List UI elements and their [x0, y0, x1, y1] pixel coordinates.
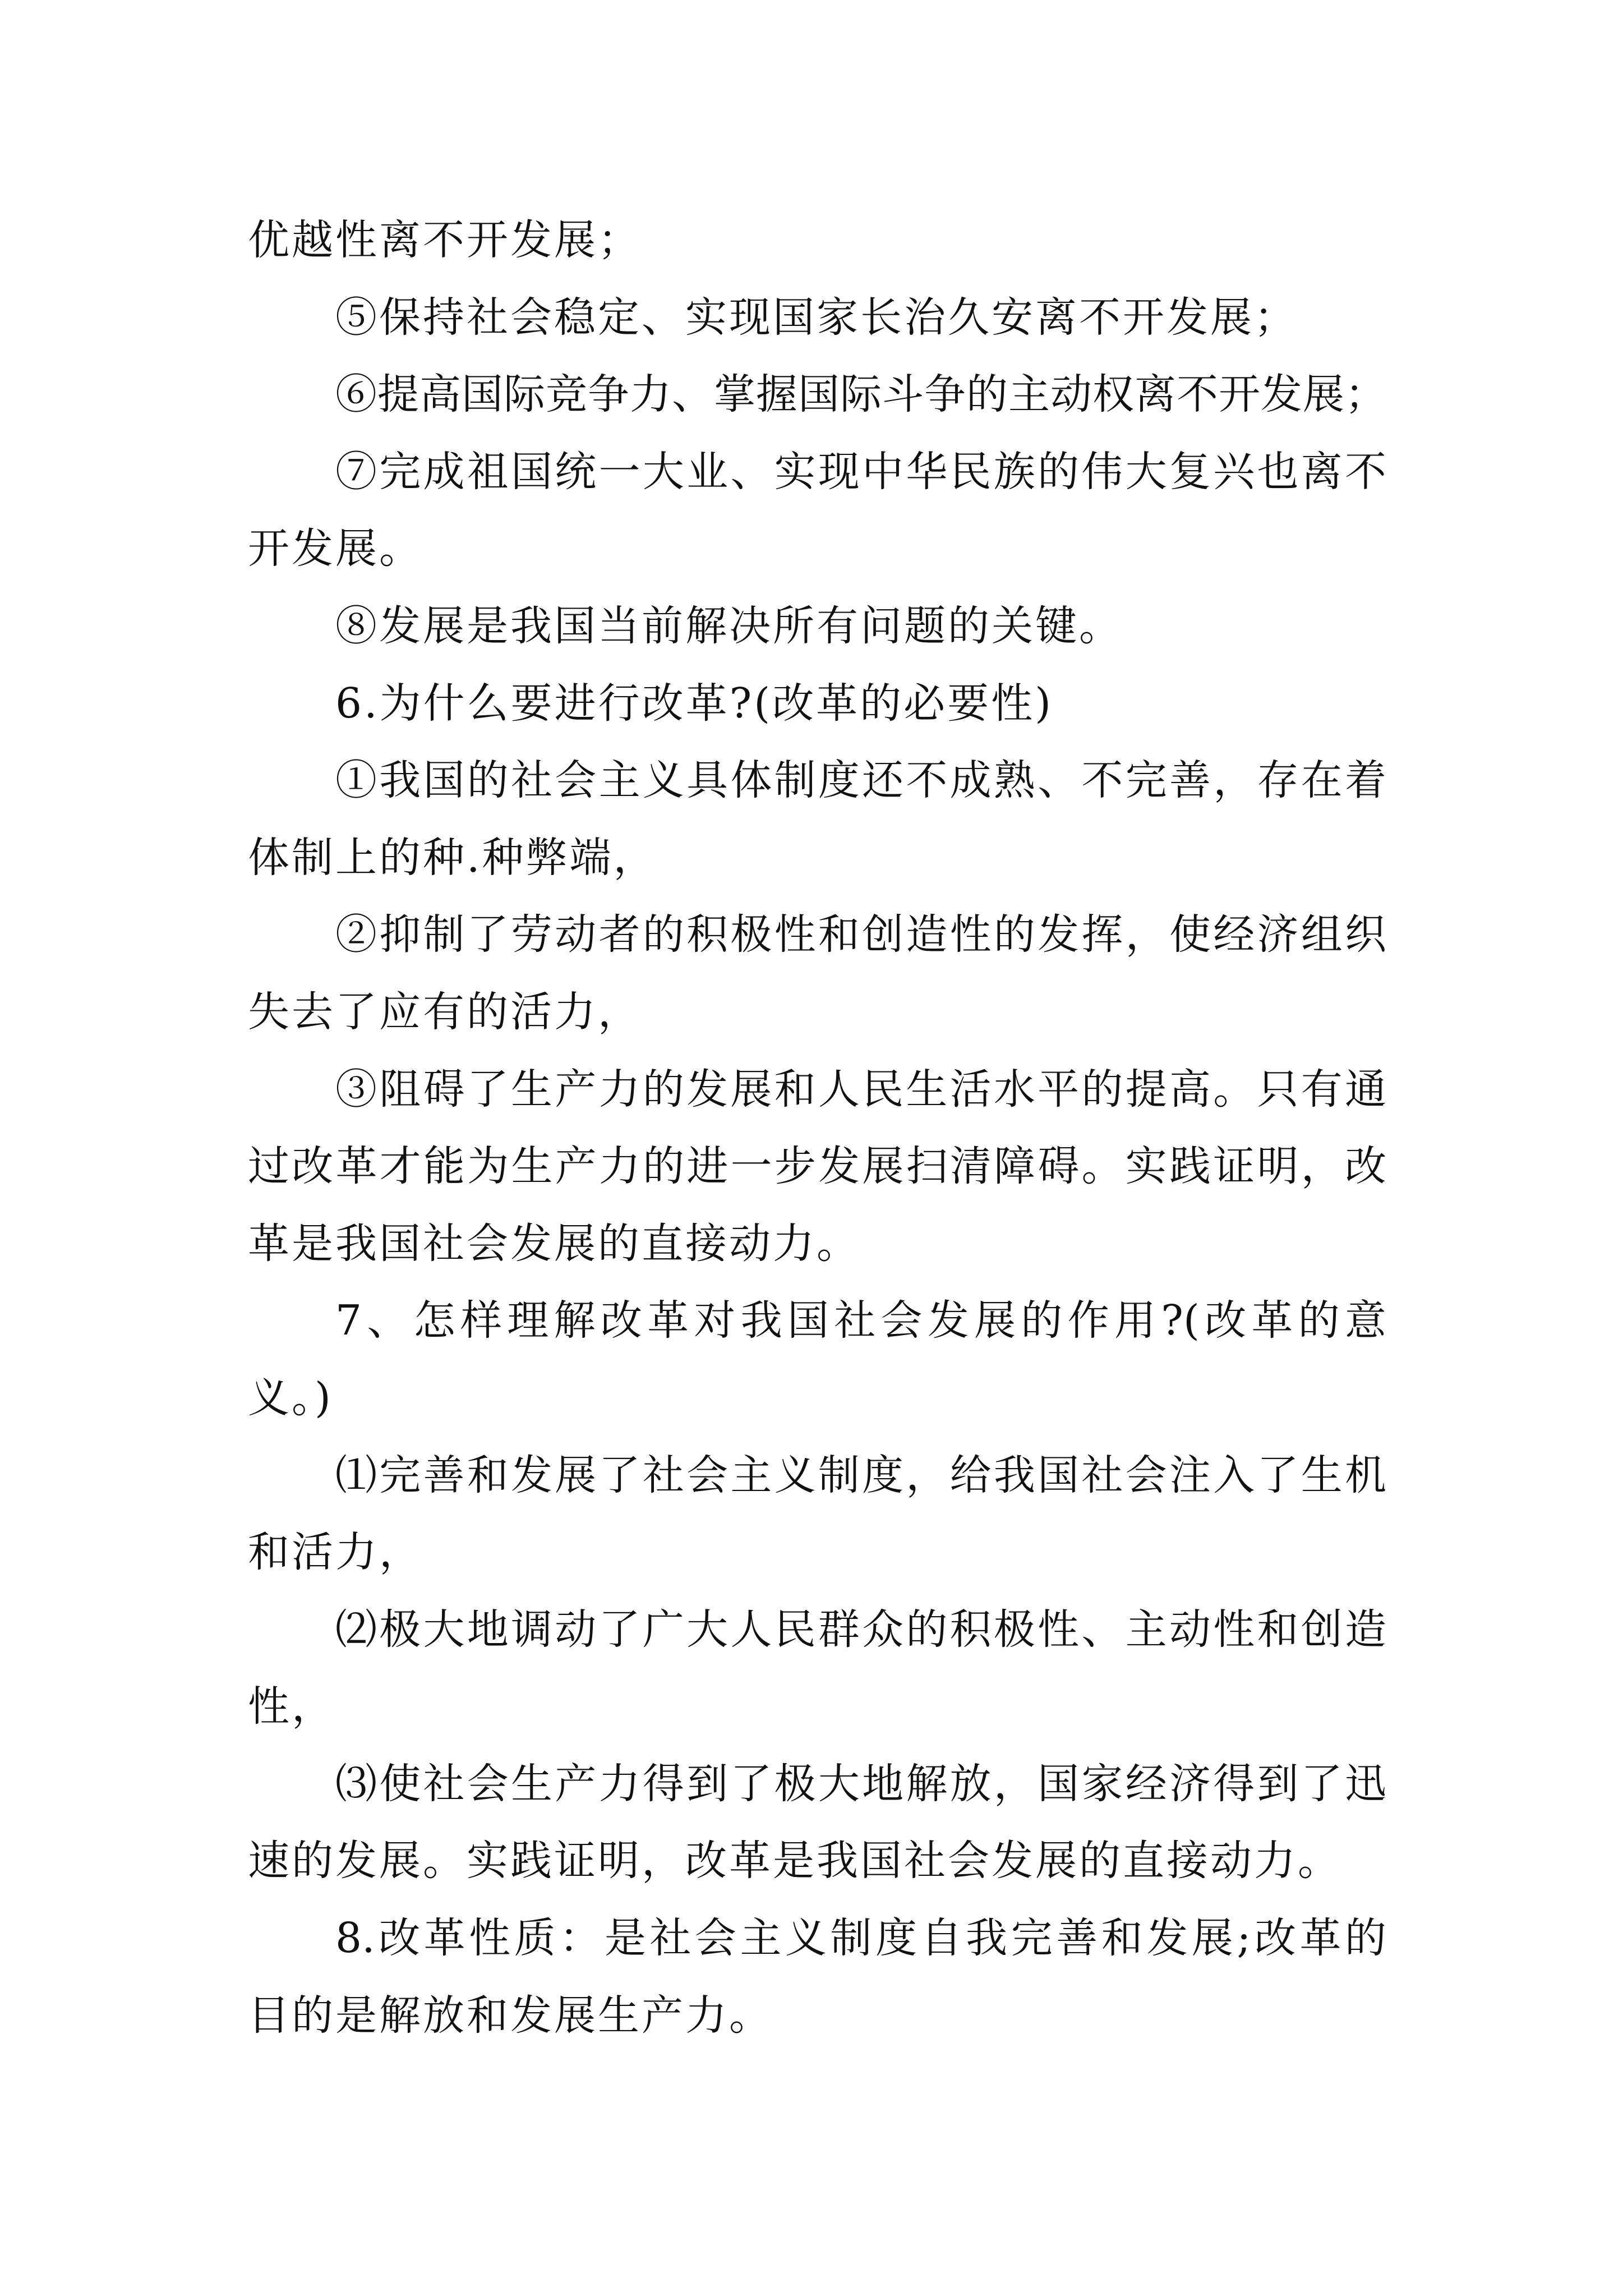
- question-6-heading: [248, 665, 1386, 743]
- point-5: [248, 279, 1386, 357]
- reform-reason-2: [248, 896, 1386, 1051]
- text-line: ⑶使社会生产力得到了极大地解放，国家经济得到了迅: [335, 1759, 1386, 1808]
- text-line: ⑥提高国际竞争力、掌握国际斗争的主动权离不开发展；: [335, 370, 1386, 419]
- text-line: ⑵极大地调动了广大人民群众的积极性、主动性和创造: [335, 1605, 1386, 1654]
- text-line: 义。): [248, 1373, 333, 1422]
- text-line: ②抑制了劳动者的积极性和创造性的发挥，使经济组织: [335, 910, 1386, 959]
- point-6: [248, 356, 1386, 434]
- text-line: 开发展。: [248, 524, 423, 573]
- reform-effect-1: [248, 1437, 1386, 1591]
- text-line: 过改革才能为生产力的进一步发展扫清障碍。实践证明，改: [248, 1142, 1386, 1191]
- text-line: 体制上的种.种弊端，: [248, 833, 657, 882]
- text-line: ①我国的社会主义具体制度还不成熟、不完善，存在着: [335, 756, 1386, 805]
- text-line: 目的是解放和发展生产力。: [248, 1991, 773, 2040]
- reform-effect-3: [248, 1746, 1386, 1900]
- point-7: [248, 434, 1386, 588]
- reform-reason-3: [248, 1051, 1386, 1283]
- point-8: [248, 588, 1386, 665]
- text-line: ⑤保持社会稳定、实现国家长治久安离不开发展；: [335, 293, 1298, 342]
- text-line: 8.改革性质：是社会主义制度自我完善和发展;改革的: [335, 1914, 1386, 1963]
- text-line: 6.为什么要进行改革?(改革的必要性): [335, 679, 1054, 728]
- reform-reason-1: [248, 742, 1386, 896]
- text-line: 失去了应有的活力，: [248, 987, 642, 1036]
- text-line: 优越性离不开发展；: [248, 216, 642, 264]
- item-8-reform-nature: [248, 1900, 1386, 2054]
- continued-text: [248, 202, 1386, 279]
- text-line: ⑦完成祖国统一大业、实现中华民族的伟大复兴也离不: [335, 447, 1386, 496]
- text-line: ⑧发展是我国当前解决所有问题的关键。: [335, 601, 1123, 650]
- text-line: 性，: [248, 1682, 335, 1731]
- text-line: ⑴完善和发展了社会主义制度，给我国社会注入了生机: [335, 1451, 1386, 1499]
- text-line: 革是我国社会发展的直接动力。: [248, 1219, 860, 1268]
- text-line: ③阻碍了生产力的发展和人民生活水平的提高。只有通: [335, 1065, 1386, 1114]
- document-body: [248, 202, 1386, 2054]
- text-line: 速的发展。实践证明，改革是我国社会发展的直接动力。: [248, 1837, 1341, 1885]
- question-7-heading: [248, 1282, 1386, 1437]
- reform-effect-2: [248, 1591, 1386, 1746]
- text-line: 7、怎样理解改革对我国社会发展的作用?(改革的意: [335, 1296, 1386, 1345]
- text-line: 和活力，: [248, 1528, 423, 1577]
